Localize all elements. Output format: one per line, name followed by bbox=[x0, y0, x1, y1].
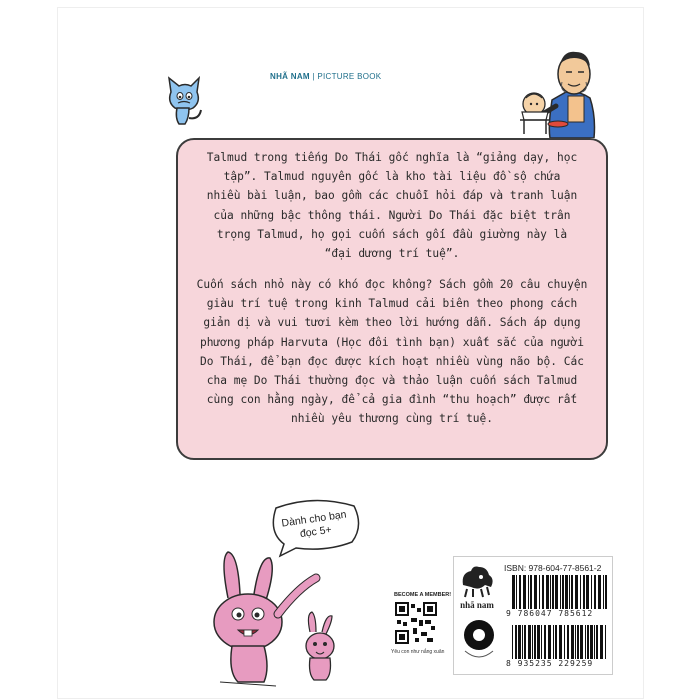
barcode-bar bbox=[523, 575, 526, 609]
publisher-separator: | bbox=[312, 72, 315, 81]
isbn-barcode bbox=[512, 575, 608, 609]
member-title: BECOME A MEMBER! bbox=[394, 592, 452, 598]
barcode-bar bbox=[518, 625, 521, 659]
barcode-bar bbox=[530, 575, 532, 609]
barcode-bar bbox=[580, 625, 583, 659]
barcode-bar bbox=[594, 575, 596, 609]
black-sun-badge bbox=[459, 611, 499, 665]
barcode-bar bbox=[512, 575, 515, 609]
barcode-bar bbox=[564, 625, 565, 659]
barcode-bar bbox=[528, 625, 531, 659]
barcode-bar bbox=[548, 625, 551, 659]
barcode-bar bbox=[594, 625, 595, 659]
barcode-bar bbox=[586, 575, 589, 609]
barcode-bar bbox=[537, 625, 540, 659]
barcode-bar bbox=[560, 575, 561, 609]
isbn-barcode-digits: 9 786047 785612 bbox=[506, 609, 594, 618]
barcode-bar bbox=[528, 575, 529, 609]
father-child-illustration bbox=[516, 46, 604, 138]
barcode-bar bbox=[565, 575, 568, 609]
barcode-bar bbox=[583, 575, 585, 609]
description-panel bbox=[176, 138, 608, 460]
barcode-bar bbox=[596, 625, 598, 659]
blue-cat-illustration bbox=[163, 74, 205, 128]
barcode-bar bbox=[587, 625, 589, 659]
barcode-bar bbox=[550, 575, 551, 609]
barcode-bar bbox=[519, 575, 521, 609]
barcode-bar bbox=[541, 625, 542, 659]
barcode-bar bbox=[569, 575, 570, 609]
barcode-bar bbox=[534, 625, 536, 659]
barcode-bar bbox=[571, 625, 574, 659]
barcode-bar bbox=[555, 625, 557, 659]
barcode-bar bbox=[534, 575, 537, 609]
barcode-bar bbox=[605, 625, 606, 659]
barcode-bar bbox=[598, 575, 601, 609]
barcode-bar bbox=[546, 575, 549, 609]
barcode-bar bbox=[580, 575, 581, 609]
barcode-bar bbox=[524, 625, 526, 659]
qr-caption: Yêu con như nắng xuân bbox=[391, 649, 445, 655]
barcode-bar bbox=[512, 625, 513, 659]
series-name: PICTURE BOOK bbox=[317, 72, 382, 81]
barcode-bar bbox=[555, 575, 558, 609]
description-paragraph-1: Talmud trong tiếng Do Thái gốc nghĩa là “giảng dạy, học tập”. Talmud nguyên gốc là kho tài liệu đồ sộ chứa nhiều bài luận, bao gồm các chuỗi hỏi đáp và tranh luận của những bậc thông thái. Người Do Thái đặc biệt trân trọng Talmud, họ gọi cuốn sách gối đầu giường này là “đại dương trí tuệ”. bbox=[206, 151, 578, 261]
barcode-bar bbox=[575, 575, 578, 609]
barcode-bar bbox=[600, 625, 603, 659]
isbn-label: ISBN: 978-604-77-8561-2 bbox=[504, 563, 602, 573]
barcode-bar bbox=[553, 625, 554, 659]
barcode-bar bbox=[567, 625, 569, 659]
barcode-bar bbox=[522, 625, 523, 659]
barcode-bar bbox=[575, 625, 576, 659]
barcode-bar bbox=[539, 575, 540, 609]
barcode-bar bbox=[571, 575, 573, 609]
barcode-bar bbox=[552, 575, 554, 609]
barcode-bar bbox=[515, 625, 517, 659]
barcode-bar bbox=[585, 625, 586, 659]
age-recommendation-text: Dành cho bạn đọc 5+ bbox=[280, 508, 348, 541]
barcode-bar bbox=[603, 575, 604, 609]
pink-bunnies-illustration bbox=[198, 548, 368, 698]
barcode-bar bbox=[577, 625, 579, 659]
nha-nam-logo bbox=[457, 563, 497, 611]
publisher-brand: NHÃ NAM bbox=[270, 72, 310, 81]
back-cover bbox=[58, 8, 643, 698]
barcode-bar bbox=[590, 625, 593, 659]
barcode-bar bbox=[605, 575, 607, 609]
price-barcode-digits: 8 935235 229259 bbox=[506, 659, 594, 668]
barcode-bar bbox=[542, 575, 544, 609]
barcode-bar bbox=[591, 575, 592, 609]
barcode-bar bbox=[532, 625, 533, 659]
qr-code[interactable] bbox=[395, 602, 437, 644]
barcode-bar bbox=[544, 625, 546, 659]
isbn-barcode-box bbox=[453, 556, 613, 675]
publisher-series-label bbox=[270, 72, 381, 81]
description-paragraph-2: Cuốn sách nhỏ này có khó đọc không? Sách gồm 20 câu chuyện giàu trí tuệ trong kinh Talmud cải biên theo phong cách giản dị và vui tươi kèm theo lời hướng dẫn. Sách áp dụng phương pháp Harvuta (Học đôi tình bạn) xuất sắc của người Do Thái, để bạn đọc được kích hoạt nhiều vùng não bộ. Các cha mẹ Do Thái thường đọc và thảo luận cuốn sách Talmud cùng con hằng ngày, để cả gia đình “thu hoạch” được rất nhiều yêu thương cùng trí tuệ. bbox=[196, 278, 588, 426]
barcode-bar bbox=[516, 575, 517, 609]
price-barcode bbox=[512, 625, 608, 659]
barcode-bar bbox=[562, 575, 564, 609]
barcode-bar bbox=[559, 625, 562, 659]
logo-wordmark: nhã nam bbox=[460, 600, 494, 610]
